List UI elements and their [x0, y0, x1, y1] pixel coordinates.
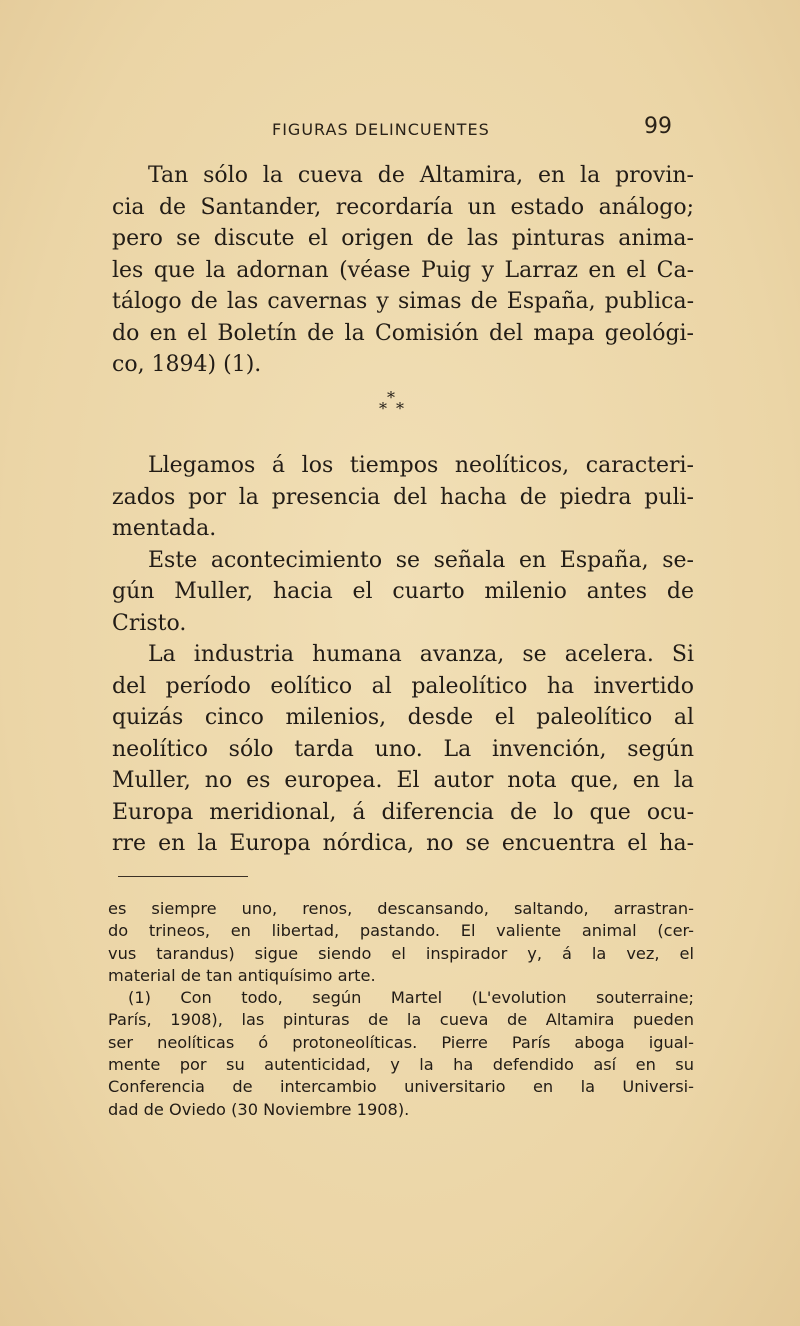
paragraph-altamira — [112, 160, 694, 381]
text-line: Cristo. — [112, 610, 187, 636]
footnote-line: dad de Oviedo (30 Noviembre 1908). — [108, 1099, 410, 1119]
text-line: del período eolítico al paleolítico ha invertido — [112, 673, 694, 699]
footnote-line: material de tan antiquísimo arte. — [108, 965, 376, 985]
text-line: Este acontecimiento se señala en España, se- — [148, 547, 694, 573]
text-line: cia de Santander, recordaría un estado análogo; — [112, 194, 694, 220]
asterism — [350, 388, 430, 428]
text-line: mentada. — [112, 516, 217, 541]
paragraph-acontecimiento — [112, 545, 694, 640]
asterisk-mark: * — [387, 388, 395, 407]
footnote-continuation — [108, 898, 694, 987]
footnote-line: vus tarandus) sigue siendo el inspirador y, á la vez, el — [108, 943, 694, 963]
text-line: rre en la Europa nórdica, no se encuentra el ha- — [112, 831, 694, 856]
text-line: les que la adornan (véase Puig y Larraz en el Ca- — [112, 257, 694, 283]
text-line: neolítico sólo tarda uno. La invención, según — [112, 736, 694, 762]
text-line: zados por la presencia del hacha de piedra puli- — [112, 484, 694, 510]
text-line: quizás cinco milenios, desde el paleolítico al — [112, 705, 694, 730]
text-line: pero se discute el origen de las pinturas anima- — [112, 226, 694, 251]
page-header — [272, 114, 672, 144]
footnote-divider — [118, 876, 248, 877]
footnote-1 — [108, 987, 694, 1121]
footnotes — [108, 898, 694, 1121]
text-line: Llegamos á los tiempos neolíticos, caracteri- — [148, 453, 694, 478]
page-number: 99 — [644, 114, 672, 139]
body-text — [112, 160, 694, 381]
body-text-neolithic — [112, 450, 694, 860]
text-line: Tan sólo la cueva de Altamira, en la provin- — [148, 163, 694, 188]
paragraph-neoliticos — [112, 450, 694, 545]
text-line: Europa meridional, á diferencia de lo que ocu- — [112, 799, 694, 825]
asterisk-mark: * — [396, 399, 404, 418]
footnote-line: Conferencia de intercambio universitario en la Universi- — [108, 1077, 694, 1097]
text-line: co, 1894) (1). — [112, 352, 262, 377]
footnote-line: ser neolíticas ó protoneolíticas. Pierre París aboga igual- — [108, 1032, 694, 1052]
footnote-line: mente por su autenticidad, y la ha defendido así en su — [108, 1055, 694, 1075]
text-line: gún Muller, hacia el cuarto milenio antes de — [112, 579, 694, 604]
text-line: La industria humana avanza, se acelera. Si — [148, 642, 694, 667]
asterisk-mark: * — [379, 399, 387, 418]
footnote-line: París, 1908), las pinturas de la cueva de Altamira pueden — [108, 1010, 694, 1030]
paragraph-industria — [112, 639, 694, 860]
text-line: Muller, no es europea. El autor nota que, en la — [112, 768, 694, 793]
text-line: tálogo de las cavernas y simas de España, publica- — [112, 289, 694, 314]
footnote-line: do trineos, en libertad, pastando. El valiente animal (cer- — [108, 921, 694, 941]
text-line: do en el Boletín de la Comisión del mapa geológi- — [112, 320, 694, 346]
running-title: FIGURAS DELINCUENTES — [272, 120, 490, 139]
footnote-line: (1) Con todo, según Martel (L'evolution souterraine; — [128, 988, 694, 1008]
footnote-line: es siempre uno, renos, descansando, saltando, arrastran- — [108, 899, 694, 918]
